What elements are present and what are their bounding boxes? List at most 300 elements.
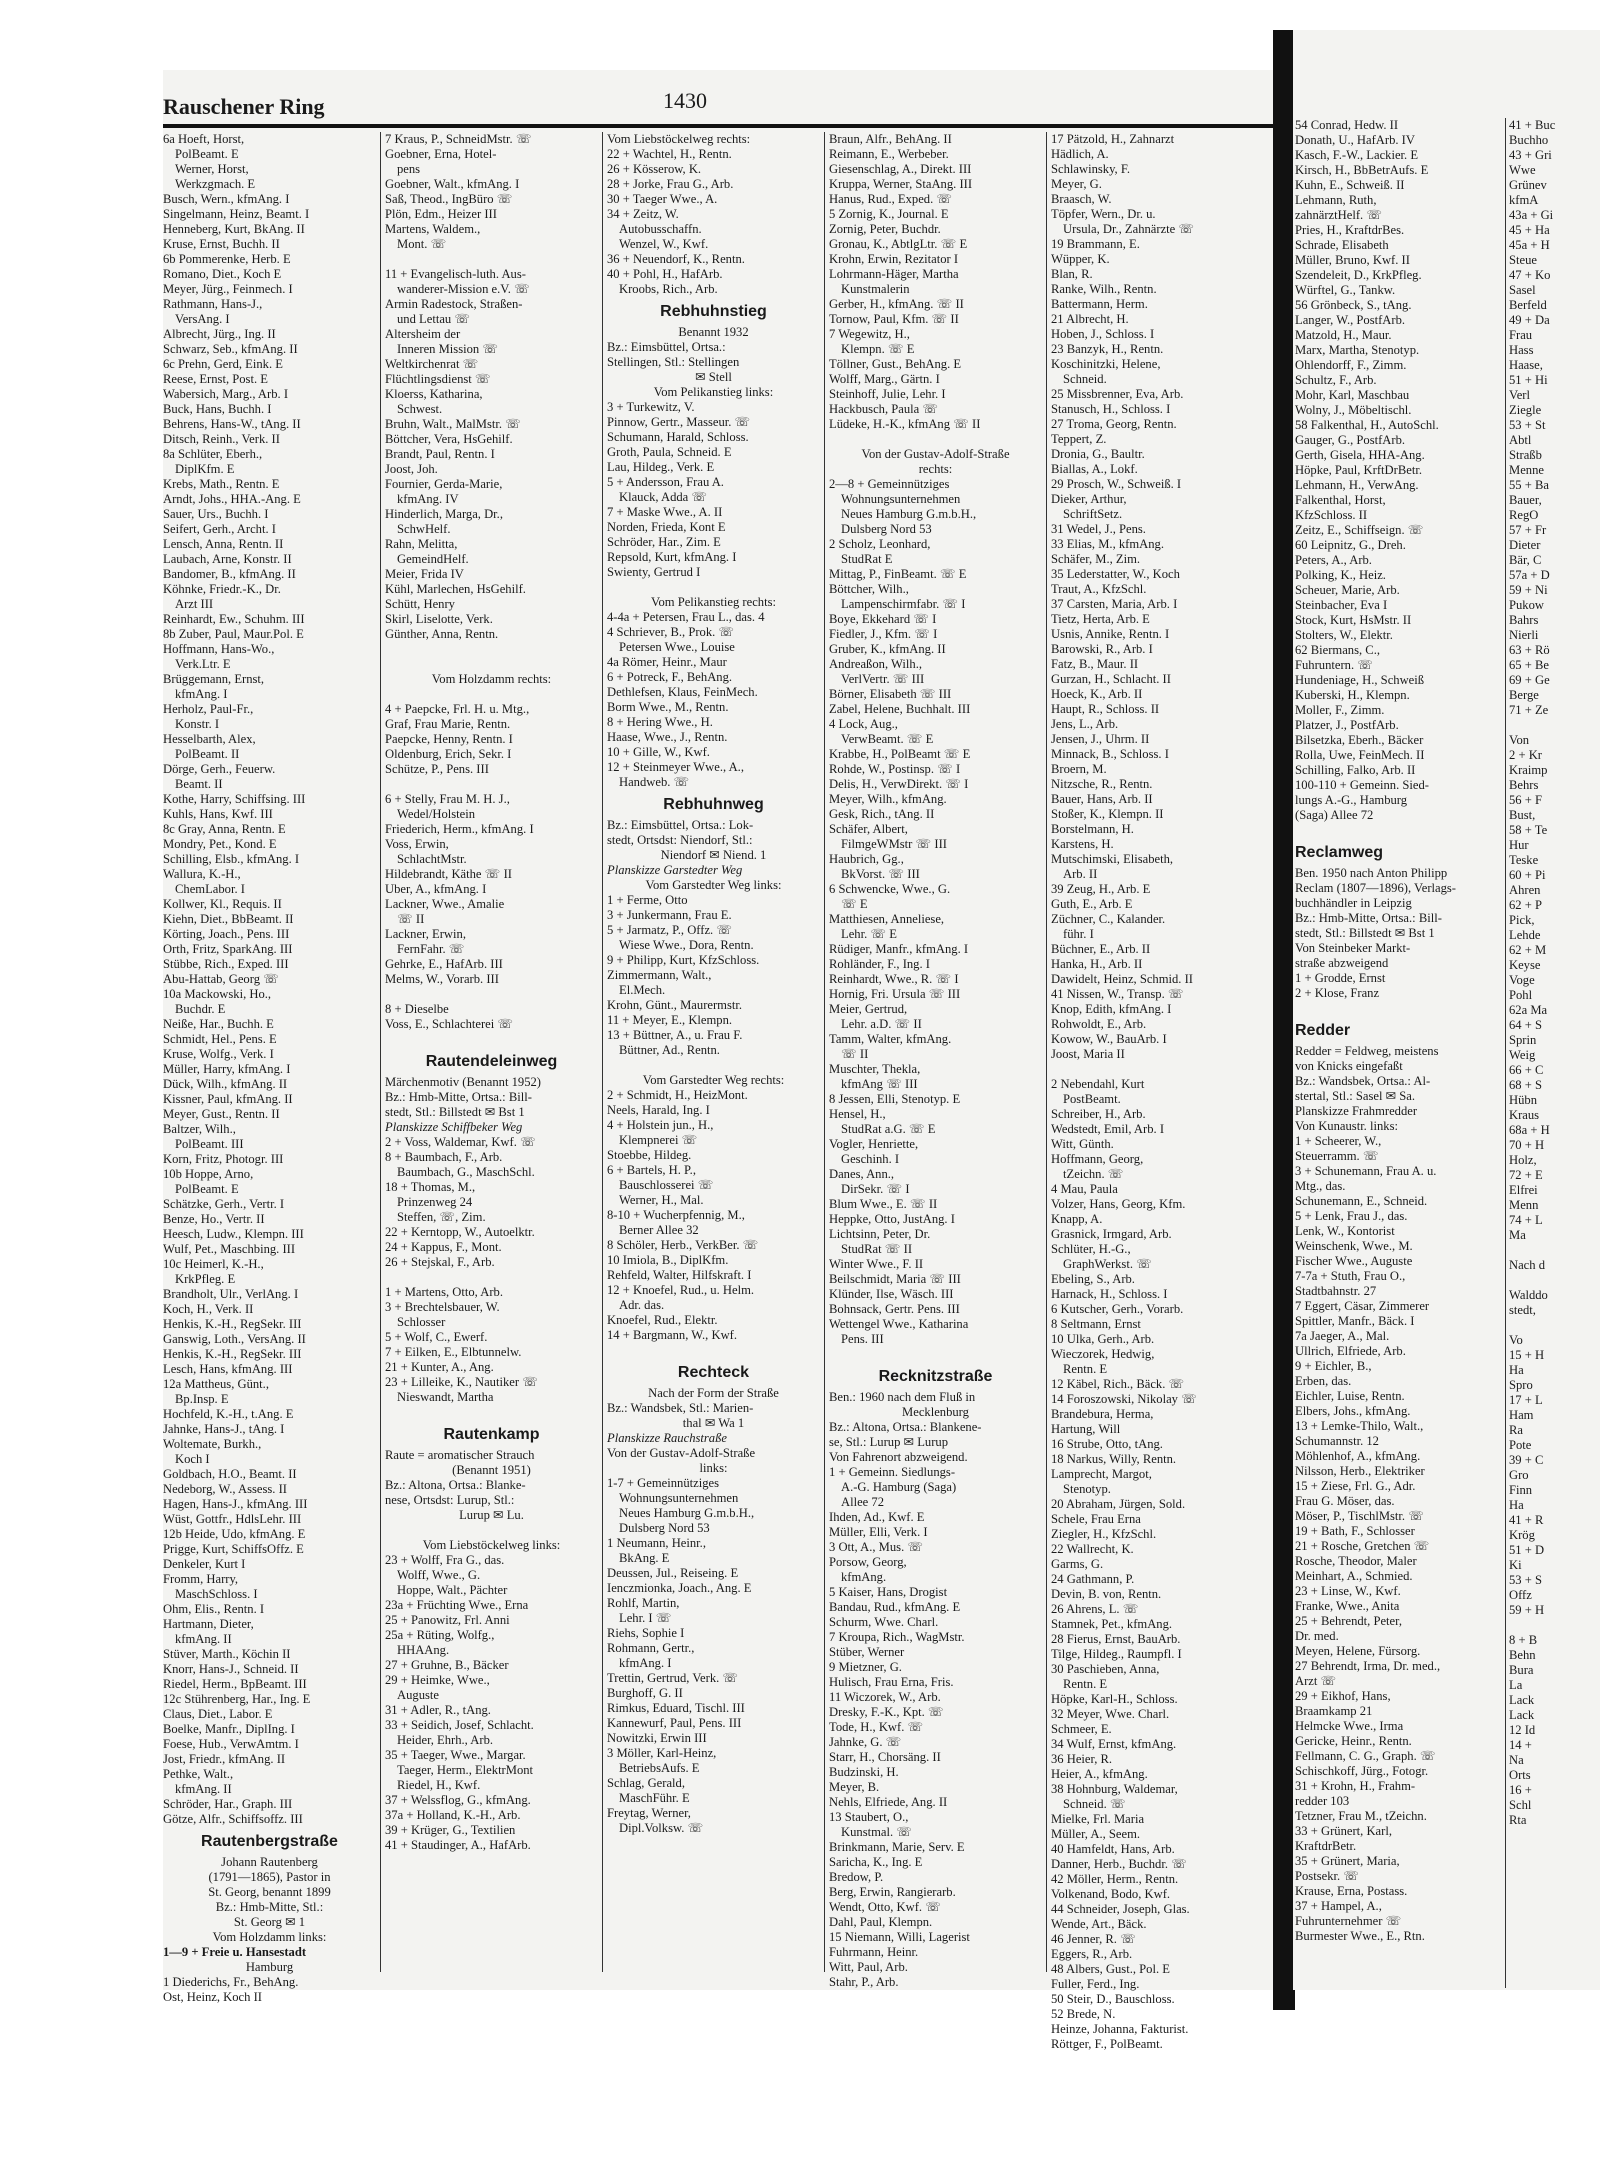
directory-entry-line: ☏ E [841, 897, 868, 911]
directory-entry-line: Kruppa, Werner, StaAng. III [829, 177, 973, 191]
directory-entry-line: 43 + Gri [1509, 148, 1552, 162]
directory-entry-line: buchhändler in Leipzig [1295, 896, 1412, 910]
directory-entry-line: Vom Garstedter Weg rechts: [642, 1073, 785, 1087]
directory-entry-line: Wedel/Holstein [397, 807, 476, 821]
directory-entry-line: Arzt ☏ [1295, 1674, 1337, 1688]
directory-entry-line: Fischer Wwe., Auguste [1295, 1254, 1413, 1268]
directory-column-2 [385, 132, 603, 1972]
directory-entry-line: Redder = Feldweg, meistens [1295, 1044, 1439, 1058]
directory-entry-line: Dahl, Paul, Klempn. [829, 1915, 933, 1929]
directory-entry-line: Planskizze Rauchstraße [607, 1431, 727, 1445]
directory-entry-line: Raute = aromatischer Strauch [385, 1448, 535, 1462]
directory-entry-line: Oldenburg, Erich, Sekr. I [385, 747, 512, 761]
directory-entry-line: Werner, Horst, [175, 162, 249, 176]
directory-entry-line: 8a Schlüter, Eberh., [163, 447, 263, 461]
directory-entry-line: Heinze, Johanna, Fakturist. [1051, 2022, 1189, 2036]
directory-entry-line: kfmAng. II [175, 1632, 232, 1646]
directory-entry-line: Stamnek, Pet., kfmAng. [1051, 1617, 1173, 1631]
directory-entry-line: 33 Elias, M., kfmAng. [1051, 537, 1164, 551]
directory-entry-line: Schmeer, E. [1051, 1722, 1112, 1736]
directory-entry-line: Wwe [1509, 163, 1536, 177]
directory-entry-line: Stanusch, H., Schloss. I [1051, 402, 1171, 416]
directory-entry-line: 8 Jessen, Elli, Stenotyp. E [829, 1092, 961, 1106]
directory-entry-line: Stoßer, K., Klempn. II [1051, 807, 1164, 821]
directory-entry-line: Ham [1509, 1408, 1534, 1422]
directory-entry-line: 2 + Voss, Waldemar, Kwf. ☏ [385, 1135, 536, 1149]
directory-entry-line: Barowski, R., Arb. I [1051, 642, 1153, 656]
directory-entry-line: Schäfer, M., Zim. [1051, 552, 1141, 566]
directory-entry-line: Andreaßon, Wilh., [829, 657, 922, 671]
directory-entry-line: Gronau, K., AbtlgLtr. ☏ E [829, 237, 968, 251]
directory-entry-line: Giesenschlag, A., Direkt. III [829, 162, 972, 176]
directory-entry-line: Menne [1509, 463, 1544, 477]
directory-entry-line: Böttcher, Wilh., [829, 582, 909, 596]
directory-entry-line [1295, 823, 1495, 838]
directory-entry-line: 27 Troma, Georg, Rentn. [1051, 417, 1177, 431]
directory-entry-line: 46 Jenner, R. ☏ [1051, 1932, 1136, 1946]
directory-entry-line: Beamt. II [175, 777, 223, 791]
directory-entry-line: Brandt, Paul, Rentn. I [385, 447, 495, 461]
directory-entry-line: 8 + Hering Wwe., H. [607, 715, 713, 729]
directory-entry-line: Brinkmann, Marie, Serv. E [829, 1840, 965, 1854]
directory-entry-line: A.-G. Hamburg (Saga) [841, 1480, 957, 1494]
directory-entry-line: Bandomer, B., kfmAng. II [163, 567, 296, 581]
directory-entry-line: Minnack, B., Schloss. I [1051, 747, 1169, 761]
directory-entry-line: Reclam (1807—1896), Verlags- [1295, 881, 1456, 895]
directory-entry-line: Pries, H., KraftdrBes. [1295, 223, 1405, 237]
directory-entry-line: PolBeamt. E [175, 147, 239, 161]
directory-entry-line: 68a + H [1509, 1123, 1550, 1137]
directory-entry-line: Bz.: Altona, Ortsa.: Blanke- [385, 1478, 526, 1492]
directory-entry-line: 6 + Bartels, H. P., [607, 1163, 696, 1177]
directory-entry-line: straße abzweigend [1295, 956, 1389, 970]
directory-entry-line: 68 + S [1509, 1078, 1542, 1092]
directory-entry-line: Stadtbahnstr. 27 [1295, 1284, 1377, 1298]
directory-entry-line: Berge [1509, 688, 1539, 702]
directory-entry-line: 8 Schöler, Herb., VerkBer. ☏ [607, 1238, 759, 1252]
directory-entry-line: Hesselbarth, Alex, [163, 732, 256, 746]
directory-entry-line: Braun, Alfr., BehAng. II [829, 132, 952, 146]
directory-entry-line: Korn, Fritz, Photogr. III [163, 1152, 284, 1166]
directory-entry-line: 2 Nebendahl, Kurt [1051, 1077, 1145, 1091]
directory-entry-line: Witt, Günth. [1051, 1137, 1114, 1151]
directory-entry-line: Starr, H., Chorsäng. II [829, 1750, 941, 1764]
directory-entry-line: Lehr. I ☏ [619, 1611, 672, 1625]
directory-entry-line: Hanka, H., Arb. II [1051, 957, 1143, 971]
directory-entry-line: Schäfer, Albert, [829, 822, 908, 836]
directory-entry-line: Scheuer, Marie, Arb. [1295, 583, 1400, 597]
directory-entry-line: Marx, Martha, Stenotyp. [1295, 343, 1420, 357]
directory-entry-line: Mtg., das. [1295, 1179, 1346, 1193]
directory-entry-line: Pohl [1509, 988, 1533, 1002]
directory-entry-line: Rosche, Theodor, Maler [1295, 1554, 1417, 1568]
directory-entry-line: Rehfeld, Walter, Hilfskraft. I [607, 1268, 752, 1282]
directory-entry-line: Koch I [175, 1452, 210, 1466]
directory-entry-line: 25a + Rüting, Wolfg., [385, 1628, 495, 1642]
directory-entry-line: Werner, H., Mal. [619, 1193, 704, 1207]
directory-entry-line: Rimkus, Eduard, Tischl. III [607, 1701, 745, 1715]
directory-entry-line: Kruse, Ernst, Buchh. II [163, 237, 280, 251]
directory-entry-line: 1—9 + Freie u. Hansestadt [163, 1945, 307, 1959]
directory-entry-line: Behrs [1509, 778, 1539, 792]
directory-entry-line: 28 + Jorke, Frau G., Arb. [607, 177, 734, 191]
directory-entry-line: Bust, [1509, 808, 1536, 822]
directory-entry-line: 5 + Lenk, Frau J., das. [1295, 1209, 1408, 1223]
directory-entry-line: Schl [1509, 1798, 1532, 1812]
directory-entry-line: 4 Schriever, B., Prok. ☏ [607, 625, 735, 639]
directory-entry-line: StudRat E [841, 552, 893, 566]
directory-column-5 [1051, 132, 1269, 2051]
directory-entry-line: 23 + Lilleike, K., Nautiker ☏ [385, 1375, 538, 1389]
directory-entry-line: Lehde [1509, 928, 1541, 942]
directory-entry-line: Saß, Theod., IngBüro ☏ [385, 192, 513, 206]
directory-entry-line: Braasch, W. [1051, 192, 1112, 206]
directory-entry-line: Ihden, Ad., Kwf. E [829, 1510, 925, 1524]
directory-entry-line: 25 + Panowitz, Frl. Anni [385, 1613, 510, 1627]
directory-entry-line: MaschFühr. E [619, 1791, 690, 1805]
directory-entry-line: Hulisch, Frau Erna, Fris. [829, 1675, 954, 1689]
directory-entry-line [1509, 1318, 1604, 1333]
directory-entry-line: Henkis, K.-H., RegSekr. III [163, 1317, 302, 1331]
directory-entry-line: Hornig, Fri. Ursula ☏ III [829, 987, 961, 1001]
directory-entry-line: Wohnungsunternehmen [841, 492, 961, 506]
directory-entry-line: Hoffmann, Georg, [1051, 1152, 1144, 1166]
directory-entry-line: Neues Hamburg G.m.b.H., [841, 507, 977, 521]
directory-entry-line: Broern, M. [1051, 762, 1107, 776]
directory-entry-line: Riedel, Herm., BpBeamt. III [163, 1677, 307, 1691]
directory-entry-line: Krohn, Günt., Maurermstr. [607, 998, 743, 1012]
directory-entry-line: 41 + Buc [1509, 118, 1556, 132]
directory-entry-line: Wolff, Marg., Gärtn. I [829, 372, 940, 386]
directory-entry-line: Haase, [1509, 358, 1543, 372]
directory-entry-line: Teske [1509, 853, 1539, 867]
directory-entry-line: 3 + Brechtelsbauer, W. [385, 1300, 500, 1314]
directory-entry-line: Höpke, Paul, KrftDrBetr. [1295, 463, 1422, 477]
directory-entry-line: VerlVertr. ☏ III [841, 672, 925, 686]
directory-entry-line: 9 Mietzner, G. [829, 1660, 902, 1674]
directory-entry-line: 12 + Knoefel, Rud., u. Helm. [607, 1283, 755, 1297]
directory-entry-line: Kollwer, Kl., Requis. II [163, 897, 282, 911]
facing-column-2 [1505, 118, 1604, 1988]
directory-entry-line: Stellingen, Stl.: Stellingen [607, 355, 740, 369]
directory-entry-line: Gehrke, E., HafArb. III [385, 957, 503, 971]
directory-entry-line: Wolny, J., Möbeltischl. [1295, 403, 1412, 417]
directory-entry-line: Müller, Bruno, Kwf. II [1295, 253, 1410, 267]
directory-entry-line: Riedel, H., Kwf. [397, 1778, 481, 1792]
directory-entry-line: Ursula, Dr., Zahnärzte ☏ [1063, 222, 1195, 236]
directory-entry-line: Dulsberg Nord 53 [841, 522, 932, 536]
directory-entry-line: Ebeling, S., Arb. [1051, 1272, 1135, 1286]
directory-entry-line: Straßb [1509, 448, 1542, 462]
directory-entry-line: Na [1509, 1753, 1524, 1767]
directory-entry-line: 59 + Ni [1509, 583, 1548, 597]
directory-entry-line: 19 + Bath, F., Schlosser [1295, 1524, 1415, 1538]
directory-entry-line: 4 + Paepcke, Frl. H. u. Mtg., [385, 702, 530, 716]
directory-entry-line: Mondry, Pet., Kond. E [163, 837, 277, 851]
directory-entry-line: Kuhn, E., Schweiß. II [1295, 178, 1405, 192]
directory-entry-line: Schlosser [397, 1315, 446, 1329]
street-heading: Rautenbergstraße [201, 1833, 338, 1850]
directory-entry-line: Reinhardt, Ew., Schuhm. III [163, 612, 305, 626]
directory-entry-line: Vom Holzdamm links: [212, 1930, 327, 1944]
directory-entry-line: Bz.: Altona, Ortsa.: Blankene- [829, 1420, 982, 1434]
directory-entry-line: Schmidt, Hel., Pens. E [163, 1032, 277, 1046]
directory-entry-line: Lack [1509, 1693, 1535, 1707]
directory-entry-line: 27 Behrendt, Irma, Dr. med., [1295, 1659, 1441, 1673]
directory-entry-line: Offz [1509, 1588, 1532, 1602]
directory-entry-line: Goebner, Erna, Hotel- [385, 147, 497, 161]
directory-entry-line: 4 + Holstein jun., H., [607, 1118, 714, 1132]
directory-entry-line: Petersen Wwe., Louise [619, 640, 735, 654]
directory-entry-line: FilmgeWMstr ☏ III [841, 837, 947, 851]
directory-entry-line: Rentn. E [1063, 1362, 1108, 1376]
directory-entry-line: Bredow, P. [829, 1870, 884, 1884]
directory-entry-line: Elfrei [1509, 1183, 1538, 1197]
directory-entry-line: Pethke, Walt., [163, 1767, 234, 1781]
directory-entry-line [385, 642, 598, 657]
directory-entry-line: Mutschimski, Elisabeth, [1051, 852, 1174, 866]
directory-entry-line: Schele, Frau Erna [1051, 1512, 1141, 1526]
directory-entry-line: (Benannt 1951) [452, 1463, 531, 1477]
directory-entry-line: Klünder, Ilse, Wäsch. III [829, 1287, 954, 1301]
directory-entry-line: 31 Wedel, J., Pens. [1051, 522, 1146, 536]
directory-entry-line: Bz.: Eimsbüttel, Ortsa.: [607, 340, 726, 354]
facing-page [1293, 30, 1600, 1990]
directory-entry-line: Hinderlich, Marga, Dr., [385, 507, 503, 521]
directory-entry-line: Kothe, Harry, Schiffsing. III [163, 792, 306, 806]
directory-entry-line: 60 + Pi [1509, 868, 1546, 882]
directory-entry-line: Wulf, Pet., Maschbing. III [163, 1242, 296, 1256]
directory-entry-line [607, 580, 820, 595]
directory-entry-line: 29 Prosch, W., Schweiß. I [1051, 477, 1182, 491]
directory-entry-line: Bz.: Hmb-Mitte, Stl.: [215, 1900, 324, 1914]
directory-entry-line [607, 1343, 820, 1358]
directory-entry-line: Skirl, Liselotte, Verk. [385, 612, 493, 626]
directory-entry-line: 12a Mattheus, Günt., [163, 1377, 269, 1391]
directory-entry-line: Woltemate, Burkh., [163, 1437, 262, 1451]
directory-entry-line: Neiße, Har., Buchh. E [163, 1017, 274, 1031]
directory-entry-line: Stenotyp. [1063, 1482, 1111, 1496]
directory-entry-line: Zornig, Peter, Buchdr. [829, 222, 941, 236]
directory-entry-line: Reimann, E., Werbeber. [829, 147, 949, 161]
directory-entry-line: Lesch, Hans, kfmAng. III [163, 1362, 293, 1376]
directory-entry-line: Kuhls, Hans, Kwf. III [163, 807, 273, 821]
directory-entry-line: Wettengel Wwe., Katharina [829, 1317, 969, 1331]
directory-entry-line: Ahren [1509, 883, 1541, 897]
directory-entry-line: Eggers, R., Arb. [1051, 1947, 1133, 1961]
directory-entry-line: Paepcke, Henny, Rentn. I [385, 732, 513, 746]
directory-entry-line: 12b Heide, Udo, kfmAng. E [163, 1527, 306, 1541]
directory-entry-line: 23 + Wolff, Fra G., das. [385, 1553, 505, 1567]
directory-entry-line: 58 + Te [1509, 823, 1548, 837]
directory-entry-line: KraftdrBetr. [1295, 1839, 1357, 1853]
street-heading: Redder [1295, 1022, 1351, 1039]
directory-entry-line: 15 Niemann, Willi, Lagerist [829, 1930, 970, 1944]
directory-entry-line: von Knicks eingefaßt [1295, 1059, 1403, 1073]
directory-entry-line: Lehr. a.D. ☏ II [841, 1017, 922, 1031]
directory-entry-line: Ullrich, Elfriede, Arb. [1295, 1344, 1406, 1358]
directory-entry-line: ChemLabor. I [175, 882, 245, 896]
directory-entry-line: 10 Ulka, Gerh., Arb. [1051, 1332, 1155, 1346]
directory-entry-line: Gauger, G., PostfArb. [1295, 433, 1406, 447]
directory-entry-line: Müller, Elli, Verk. I [829, 1525, 928, 1539]
directory-entry-line: 1 + Martens, Otto, Arb. [385, 1285, 503, 1299]
directory-entry-line: Bauschlosserei ☏ [619, 1178, 714, 1192]
directory-entry-line: Claus, Diet., Labor. E [163, 1707, 273, 1721]
directory-entry-line: Schlag, Gerald, [607, 1776, 685, 1790]
street-heading: Rechteck [677, 1364, 750, 1381]
directory-entry-line: Lenk, W., Kontorist [1295, 1224, 1395, 1238]
directory-entry-line: Steuerramm. ☏ [1295, 1149, 1379, 1163]
directory-entry-line: 2 + Kr [1509, 748, 1542, 762]
directory-entry-line: GraphWerkst. ☏ [1063, 1257, 1152, 1271]
directory-entry-line: Mont. ☏ [397, 237, 447, 251]
directory-entry-line: nese, Ortsdst: Lurup, Stl.: [385, 1493, 515, 1507]
directory-entry-line: 1 Diederichs, Fr., BehAng. [163, 1975, 299, 1989]
directory-page [163, 70, 1273, 2051]
directory-entry-line: Von der Gustav-Adolf-Straße [861, 447, 1010, 461]
directory-entry-line: Knop, Edith, kfmAng. I [1051, 1002, 1172, 1016]
directory-entry-line: StudRat a.G. ☏ E [841, 1122, 936, 1136]
directory-entry-line: 14 + Bargmann, W., Kwf. [607, 1328, 738, 1342]
directory-entry-line: 3 + Junkermann, Frau E. [607, 908, 732, 922]
directory-entry-line: stedt, Stl.: Billstedt ✉ Bst 1 [385, 1105, 525, 1119]
directory-entry-line: 8 Seltmann, Ernst [1051, 1317, 1141, 1331]
directory-entry-line: Blum Wwe., E. ☏ II [829, 1197, 938, 1211]
directory-entry-line: Fatz, B., Maur. II [1051, 657, 1139, 671]
directory-entry-line: Adr. das. [619, 1298, 665, 1312]
directory-entry-line: 72 + E [1509, 1168, 1543, 1182]
directory-entry-line: El.Mech. [619, 983, 666, 997]
directory-entry-line: Körting, Joach., Pens. III [163, 927, 290, 941]
directory-entry-line: 4-4a + Petersen, Frau L., das. 4 [607, 610, 765, 624]
directory-entry-line: Ben. 1950 nach Anton Philipp [1295, 866, 1448, 880]
directory-entry-line [385, 777, 598, 792]
directory-entry-line: La [1509, 1678, 1523, 1692]
directory-entry-line: Kloerss, Katharina, [385, 387, 483, 401]
directory-entry-line: 47 + Ko [1509, 268, 1551, 282]
directory-entry-line: Danes, Ann., [829, 1167, 895, 1181]
directory-entry-line: Henneberg, Kurt, BkAng. II [163, 222, 305, 236]
facing-column-1 [1295, 118, 1495, 1988]
directory-entry-line: 45 + Ha [1509, 223, 1550, 237]
directory-entry-line: Tetzner, Frau M., tZeichn. [1295, 1809, 1427, 1823]
directory-entry-line: 1 + Gemeinn. Siedlungs- [829, 1465, 956, 1479]
directory-entry-line: 12 Id [1509, 1723, 1536, 1737]
directory-entry-line: Jahnke, Hans-J., tAng. I [163, 1422, 285, 1436]
directory-entry-line: 33 + Grünert, Karl, [1295, 1824, 1392, 1838]
directory-entry-line: Battermann, Herm. [1051, 297, 1148, 311]
directory-entry-line: Ha [1509, 1498, 1524, 1512]
directory-entry-line: Vom Pelikanstieg rechts: [651, 595, 776, 609]
directory-entry-line: thal ✉ Wa 1 [682, 1416, 745, 1430]
directory-entry-line: PolBeamt. II [175, 747, 240, 761]
directory-entry-line: rechts: [918, 462, 953, 476]
directory-entry-line: PolBeamt. III [175, 1137, 244, 1151]
directory-entry-line: Singelmann, Heinz, Beamt. I [163, 207, 310, 221]
directory-entry-line: Kunstmal. ☏ [841, 1825, 913, 1839]
directory-entry-line: 40 Hamfeldt, Hans, Arb. [1051, 1842, 1175, 1856]
directory-entry-line: Schunemann, E., Schneid. [1295, 1194, 1428, 1208]
directory-entry-line: Meyen, Helene, Fürsorg. [1295, 1644, 1421, 1658]
directory-entry-line: Pick, [1509, 913, 1535, 927]
directory-entry-line: Autobusschaffn. [619, 222, 702, 236]
directory-entry-line: Frau G. Möser, das. [1295, 1494, 1395, 1508]
directory-entry-line: Jens, L., Arb. [1051, 717, 1119, 731]
directory-entry-line: Plön, Edm., Heizer III [385, 207, 497, 221]
directory-entry-line: Buck, Hans, Buchh. I [163, 402, 272, 416]
directory-entry-line: Schätzke, Gerh., Vertr. I [163, 1197, 285, 1211]
directory-entry-line: Ost, Heinz, Koch II [163, 1990, 262, 2004]
directory-entry-line: Pens. III [841, 1332, 884, 1346]
directory-entry-line: 62 + M [1509, 943, 1547, 957]
directory-entry-line: St. Georg ✉ 1 [233, 1915, 306, 1929]
directory-entry-line: Karstens, H. [1051, 837, 1114, 851]
directory-entry-line: 12 + Steinmeyer Wwe., A., [607, 760, 744, 774]
directory-entry-line: Krög [1509, 1528, 1535, 1542]
directory-entry-line: Jost, Friedr., kfmAng. II [163, 1752, 286, 1766]
directory-entry-line: Knoefel, Rud., Elektr. [607, 1313, 718, 1327]
directory-entry-line: Hensel, H., [829, 1107, 886, 1121]
directory-entry-line: Reese, Ernst, Post. E [163, 372, 268, 386]
directory-entry-line: Töllner, Gust., BehAng. E [829, 357, 962, 371]
directory-entry-line: 22 Wallrecht, K. [1051, 1542, 1134, 1556]
directory-entry-line: Tornow, Paul, Kfm. ☏ II [829, 312, 959, 326]
directory-entry-line: Harnack, H., Schloss. I [1051, 1287, 1168, 1301]
directory-entry-line: Wiese Wwe., Dora, Rentn. [619, 938, 754, 952]
directory-entry-line: Gurzan, H., Schlacht. II [1051, 672, 1171, 686]
directory-entry-line: Ki [1509, 1558, 1522, 1572]
directory-entry-line: Orth, Fritz, SparkAng. III [163, 942, 293, 956]
directory-entry-line: Wolff, Wwe., G. [397, 1568, 481, 1582]
directory-entry-line: Bz.: Hmb-Mitte, Ortsa.: Bill- [1295, 911, 1442, 925]
directory-entry-line: Stübbe, Rich., Exped. III [163, 957, 289, 971]
directory-entry-line: Wabersich, Marg., Arb. I [163, 387, 289, 401]
directory-entry-line: 43a + Gi [1509, 208, 1554, 222]
directory-entry-line [607, 1058, 820, 1073]
directory-entry-line: Benze, Ho., Vertr. II [163, 1212, 265, 1226]
directory-entry-line: 36 + Neuendorf, K., Rentn. [607, 252, 745, 266]
directory-entry-line: Hundeniage, H., Schweiß [1295, 673, 1425, 687]
directory-entry-line: Pinnow, Gertr., Masseur. ☏ [607, 415, 751, 429]
directory-entry-line: Abtl [1509, 433, 1532, 447]
directory-entry-line: GemeindHelf. [397, 552, 469, 566]
directory-entry-line: Postsekr. ☏ [1295, 1869, 1360, 1883]
directory-entry-line: Reinhardt, Wwe., R. ☏ I [829, 972, 959, 986]
directory-entry-line: Hädlich, A. [1051, 147, 1109, 161]
directory-entry-line: 33 + Seidich, Josef, Schlacht. [385, 1718, 534, 1732]
directory-entry-line: 17 Pätzold, H., Zahnarzt [1051, 132, 1175, 146]
directory-entry-line: 62 Biermans, C., [1295, 643, 1381, 657]
directory-entry-line: Denkeler, Kurt I [163, 1557, 246, 1571]
directory-entry-line: Brüggemann, Ernst, [163, 672, 265, 686]
directory-entry-line: Arndt, Johs., HHA.-Ang. E [163, 492, 301, 506]
directory-entry-line: Nehls, Elfriede, Ang. II [829, 1795, 948, 1809]
directory-entry-line: 42 Möller, Herm., Rentn. [1051, 1872, 1179, 1886]
street-heading: Rautenkamp [443, 1426, 540, 1443]
directory-entry-line: Krabbe, H., PolBeamt ☏ E [829, 747, 971, 761]
directory-entry-line: Muschter, Thekla, [829, 1062, 921, 1076]
directory-entry-line: Taeger, Herm., ElektrMont [397, 1763, 534, 1777]
directory-entry-line: Vo [1509, 1333, 1523, 1347]
directory-entry-line: Nierli [1509, 628, 1539, 642]
directory-entry-line: kfmAng ☏ III [841, 1077, 918, 1091]
directory-entry-line: 37 Carsten, Maria, Arb. I [1051, 597, 1178, 611]
directory-entry-line: Wendt, Otto, Kwf. ☏ [829, 1900, 941, 1914]
directory-entry-line: Mecklenburg [902, 1405, 969, 1419]
directory-entry-line: Vom Pelikanstieg links: [653, 385, 774, 399]
directory-entry-line: 64 + S [1509, 1018, 1542, 1032]
